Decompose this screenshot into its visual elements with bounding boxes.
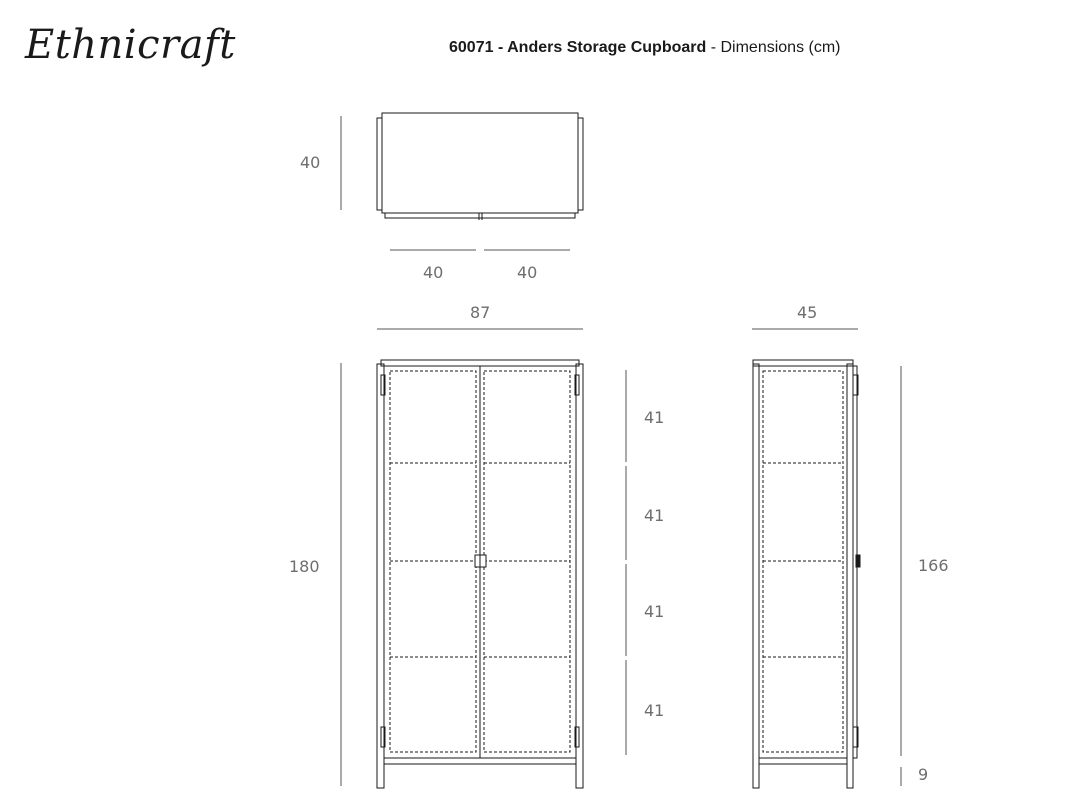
front-view-drawing <box>377 360 583 788</box>
side-view-height-label: 166 <box>918 556 949 575</box>
top-view-drawing <box>377 113 583 220</box>
ethnicraft-logo: Ethnicraft <box>25 22 236 68</box>
front-view-shelf-2-label: 41 <box>644 506 665 525</box>
product-code: 60071 <box>449 39 494 56</box>
title-subtitle: Dimensions (cm) <box>720 39 841 56</box>
side-view-dimension-lines <box>752 329 901 786</box>
product-name: Anders Storage Cupboard <box>507 39 707 56</box>
front-view-height-label: 180 <box>289 557 320 576</box>
top-view-dimension-lines <box>341 116 570 250</box>
title-separator: - <box>706 39 721 56</box>
top-view-half-width-right-label: 40 <box>517 263 538 282</box>
front-view-shelf-3-label: 41 <box>644 602 665 621</box>
front-view-width-label: 87 <box>470 303 491 322</box>
front-view-shelf-1-label: 41 <box>644 408 665 427</box>
top-view-half-width-left-label: 40 <box>423 263 444 282</box>
side-view-leg-height-label: 9 <box>918 765 929 784</box>
top-view-depth-label: 40 <box>300 153 321 172</box>
side-view-depth-label: 45 <box>797 303 818 322</box>
side-view-drawing <box>753 360 860 788</box>
front-view-shelf-4-label: 41 <box>644 701 665 720</box>
title-separator: - <box>493 39 508 56</box>
